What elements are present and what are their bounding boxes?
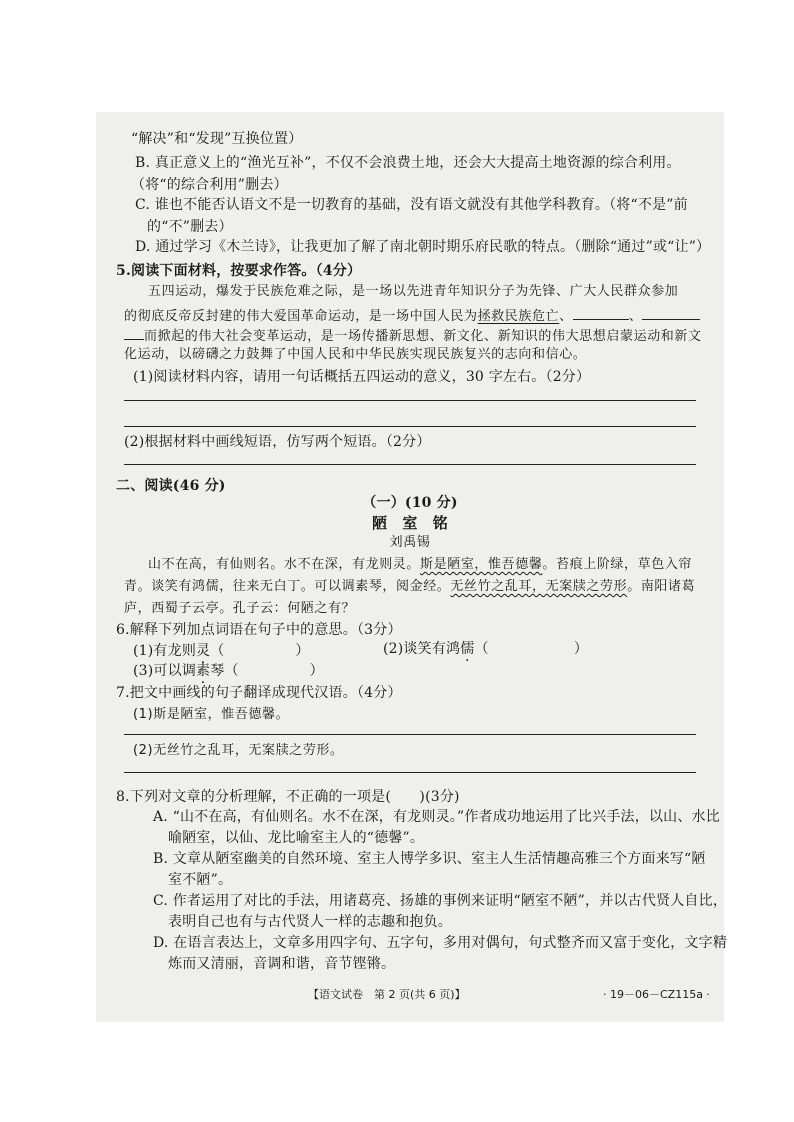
answer-line[interactable] [124, 734, 696, 735]
q5-material-line-4: 化运动，以磅礴之力鼓舞了中国人民和中华民族实现民族复兴的志向和信心。 [124, 347, 587, 362]
passage-author: 刘禹锡 [389, 535, 431, 550]
answer-line[interactable] [124, 426, 696, 427]
q6-item-text: (1)有龙则 [133, 643, 197, 659]
q6-item-text: 琴 [210, 663, 225, 679]
q8-option-d-continuation: 炼而又清丽，音调和谐，音节铿锵。 [168, 956, 396, 972]
q7-stem: 7.把文中画线的句子翻译成现代汉语。（4分） [116, 685, 402, 701]
q6-item-text: (3)可以调 [133, 663, 197, 679]
q6-item-1 [133, 642, 310, 660]
answer-blank-2[interactable] [642, 305, 700, 320]
part-1-heading: （一）(10 分) [362, 495, 458, 511]
answer-blank-1[interactable] [573, 305, 629, 320]
passage-text: 。苔痕上阶绿，草色入帘 [542, 557, 693, 572]
wavy-underlined-sentence-2: 无丝竹之乱耳，无案牍之劳形 [450, 579, 628, 594]
q8-option-d: D. 在语言表达上，文章多用四字句、五字句，多用对偶句，句式整齐而又富于变化，文字精 [153, 935, 728, 951]
q5-material-text: 的彻底反帝反封建的伟大爱国革命运动，是一场中国人民为 [124, 309, 478, 324]
answer-line[interactable] [124, 772, 696, 773]
q8-option-b: B. 文章从陋室幽美的自然环境、室主人博学多识、室主人生活情趣高雅三个方面来写“陋 [153, 851, 706, 867]
q6-stem: 6.解释下列加点词语在句子中的意思。（3分） [116, 622, 402, 638]
answer-line[interactable] [124, 400, 696, 401]
passage-line-1 [148, 556, 692, 574]
q6-item-text: (2)谈笑有鸿 [383, 641, 461, 657]
answer-line[interactable] [124, 464, 696, 465]
passage-text: 青。谈笑有鸿儒，往来无白丁。可以调素琴，阅金经。 [124, 579, 451, 594]
dotted-word: 灵 [196, 643, 211, 659]
comma: 、 [628, 309, 643, 324]
passage-text: 山不在高，有仙则名。水不在深，有龙则灵。 [148, 557, 421, 572]
q7-sentence-1: (1)斯是陋室，惟吾德馨。 [133, 707, 290, 722]
answer-parentheses[interactable]: （ ） [224, 663, 324, 679]
q5-stem: 5.阅读下面材料，按要求作答。（4分） [116, 263, 362, 279]
comma: 、 [559, 309, 573, 324]
q4-option-a-continuation: “解决”和“发现”互换位置） [131, 131, 303, 147]
q8-option-a-continuation: 喻陋室，以仙、龙比喻室主人的“德馨”。 [168, 830, 425, 846]
passage-line-2 [124, 578, 695, 596]
dotted-word: 素 [196, 663, 211, 679]
q4-option-c-continuation: 的“不”删去） [147, 219, 233, 235]
q5-material-line-1: 五四运动，爆发于民族危难之际，是一场以先进青年知识分子为先锋、广大人民群众参加 [148, 284, 679, 299]
q6-item-3 [133, 662, 324, 680]
q5-sub-question-2: (2)根据材料中画线短语，仿写两个短语。（2分） [124, 434, 431, 450]
q4-option-c: C. 谁也不能否认语文不是一切教育的基础，没有语文就没有其他学科教育。（将“不是”前 [135, 197, 688, 213]
passage-title: 陋 室 铭 [371, 514, 448, 532]
q7-sentence-2: (2)无丝竹之乱耳，无案牍之劳形。 [133, 743, 344, 758]
q8-option-c: C. 作者运用了对比的手法，用诸葛亮、扬雄的事例来证明“陋室不陋”，并以古代贤人自比， [153, 893, 728, 909]
q4-option-d: D. 通过学习《木兰诗》，让我更加了解了南北朝时期乐府民歌的特点。（删除“通过”或“让”） [135, 239, 711, 255]
passage-line-3: 庐，西蜀子云亭。孔子云：何陋之有？ [124, 601, 356, 616]
q8-stem: 8.下列对文章的分析理解，不正确的一项是( )(3分) [116, 789, 460, 805]
passage-text: 。南阳诸葛 [627, 579, 696, 594]
section-2-heading: 二、阅读(46 分) [116, 478, 226, 494]
underlined-phrase: 拯救民族危亡 [477, 309, 560, 324]
paper-code: · 19－06－CZ115a · [603, 988, 710, 1001]
dotted-word: 儒 [460, 641, 475, 657]
q5-material-line-3 [124, 325, 702, 346]
page-footer: 【语文试卷 第 2 页(共 6 页)】 [308, 988, 466, 1001]
answer-parentheses[interactable]: （ ） [210, 643, 310, 659]
q5-sub-question-1: (1)阅读材料内容，请用一句话概括五四运动的意义，30 字左右。（2分） [133, 369, 591, 385]
q8-option-c-continuation: 表明自己也有与古代贤人一样的志趣和抱负。 [168, 914, 452, 930]
q5-material-line-2 [124, 305, 700, 326]
q4-option-b: B. 真正意义上的“渔光互补”，不仅不会浪费土地，还会大大提高土地资源的综合利用。 [135, 155, 681, 171]
q8-option-a: A. “山不在高，有仙则名。水不在深，有龙则灵。”作者成功地运用了比兴手法，以山、水比 [153, 809, 720, 825]
answer-blank-3-cont[interactable] [124, 325, 144, 340]
answer-parentheses[interactable]: （ ） [474, 641, 589, 657]
q6-item-2 [383, 640, 588, 658]
q8-option-b-continuation: 室不陋”。 [168, 872, 233, 888]
q4-option-b-note: （将“的综合利用”删去） [131, 177, 288, 193]
wavy-underlined-sentence-1: 斯是陋室，惟吾德馨 [420, 557, 543, 572]
q5-material-text: 而掀起的伟大社会变革运动，是一场传播新思想、新文化、新知识的伟大思想启蒙运动和新文 [144, 329, 702, 344]
